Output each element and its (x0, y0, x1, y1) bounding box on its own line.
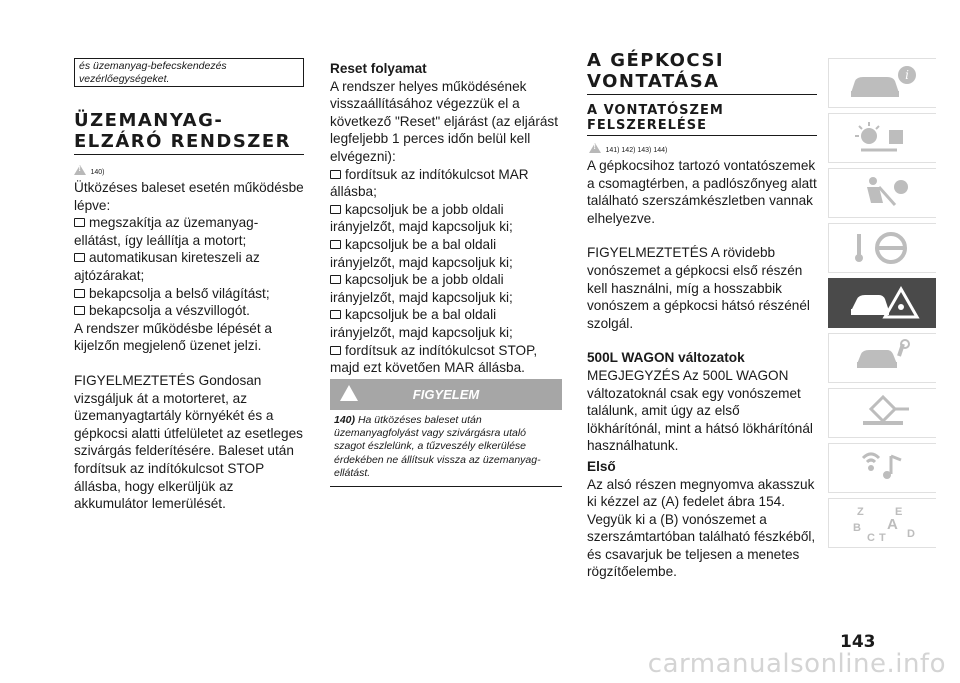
checkbox-bullet-icon (330, 346, 341, 355)
page-number: 143 (840, 632, 876, 652)
index-letter: E (894, 506, 902, 518)
subsection-title-line1: A VONTATÓSZEM (587, 103, 724, 118)
subsection-title-line2: FELSZERELÉSE (587, 118, 708, 133)
car-jack-icon (843, 393, 923, 433)
refs: 140) (90, 169, 105, 176)
warning-text: 140) Ha ütközéses baleset után üzemanyagfolyást vagy szivárgásra utaló szagot észlelünk, a tűzveszély elkerülése érdekében ne állítsuk vissza az üzemanyag-ellátást. (334, 414, 541, 479)
section-title-line1: ÜZEMANYAG- (74, 110, 224, 131)
checkbox-bullet-icon (330, 170, 341, 179)
reset-heading: Reset folyamat (330, 61, 427, 76)
svg-text:i: i (904, 68, 909, 82)
bullet-item: kapcsoljuk be a bal oldali irányjelzőt, majd kapcsoljuk ki; (330, 307, 513, 340)
tow-eye-note: FIGYELMEZTETÉS A rövidebb vonószemet a gépkocsi első részén kell használni, míg a hosszabbik vonószem a gépkocsi hátsó részénél szolgál. (587, 245, 810, 331)
warning-triangle-icon (74, 165, 86, 175)
tile-safety[interactable] (828, 168, 936, 218)
checkbox-bullet-icon (330, 275, 341, 284)
subsection-rule (587, 135, 817, 136)
refs-row (74, 161, 304, 179)
warning-box (330, 379, 562, 487)
steering-key-icon (843, 228, 923, 268)
wagon-note: MEGJEGYZÉS Az 500L WAGON változatoknál csak egy vonószemet találunk, amit úgy az első lökhárítónál, mint a hátsó lökhárítónál használhatunk. (587, 367, 813, 454)
airbag-seat-icon (843, 173, 923, 213)
reset-intro: A rendszer helyes működésének visszaállításához végezzük el a következő "Reset" eljárást (az eljárást legfeljebb 1 perces időn belül kell elvégezni): (330, 78, 559, 164)
bullet-item: fordítsuk az indítókulcsot STOP, majd ezt követően MAR állásba. (330, 342, 538, 376)
tile-index[interactable] (828, 498, 936, 548)
tile-starting[interactable] (828, 223, 936, 273)
checkbox-bullet-icon (74, 253, 85, 262)
warning-title: FIGYELEM (412, 387, 480, 402)
refs-row (587, 139, 817, 157)
bullet-item: bekapcsolja a vészvillogót. (74, 302, 304, 320)
media-phone-icon (843, 448, 923, 488)
emergency-warning-icon (843, 283, 923, 323)
checkbox-bullet-icon (330, 310, 341, 319)
index-letter: D (906, 528, 915, 540)
checkbox-bullet-icon (330, 240, 341, 249)
index-letter: A (886, 516, 898, 533)
index-letter: B (852, 522, 861, 534)
intro-text: Ütközéses baleset esetén működésbe lépve: (74, 180, 304, 213)
tile-emergency[interactable] (828, 278, 936, 328)
checkbox-bullet-icon (74, 289, 85, 298)
index-letter: C (866, 532, 875, 543)
front-heading: Első (587, 458, 616, 474)
towing-title-line2: VONTATÁSA (587, 71, 720, 92)
index-letters-icon (843, 503, 923, 543)
checkbox-bullet-icon (330, 205, 341, 214)
car-info-icon (843, 63, 923, 103)
after-text: A rendszer működésbe lépését a kijelzőn megjelenő üzenet jelzi. (74, 320, 272, 354)
bullet-item: kapcsoljuk be a bal oldali irányjelzőt, majd kapcsoljuk ki; (330, 236, 513, 270)
checkbox-bullet-icon (74, 306, 85, 315)
tile-maintenance[interactable] (828, 333, 936, 383)
watermark: carmanualsonline.info (647, 649, 946, 679)
tile-technical-data[interactable] (828, 388, 936, 438)
bullet-item: kapcsoljuk be a jobb oldali irányjelzőt, majd kapcsoljuk ki; (330, 272, 513, 305)
towing-title-line1: A GÉPKOCSI (587, 50, 725, 71)
index-letter: T (878, 532, 886, 543)
chapter-sidebar (828, 58, 936, 553)
tile-dashboard[interactable] (828, 113, 936, 163)
warning-triangle-icon (589, 143, 601, 153)
tow-eye-location: A gépkocsihoz tartozó vontatószemek a csomagtérben, a padlószőnyeg alatt található szerszámkészletben vannak elhelyezve. (587, 158, 817, 226)
checkbox-bullet-icon (74, 218, 85, 227)
section-title-line2: ELZÁRÓ RENDSZER (74, 131, 292, 152)
warning-band (330, 379, 562, 410)
wagon-heading: 500L WAGON változatok (587, 350, 745, 366)
index-letter: Z (856, 506, 864, 518)
bullet-item: megszakítja az üzemanyag-ellátást, így leállítja a motort; (74, 215, 259, 248)
refs: 141) 142) 143) 144) (605, 147, 668, 154)
front-instructions: Az alsó részen megnyomva akasszuk ki kézzel az (A) fedelet ábra 154. Vegyük ki a (B) vonószemet a szerszámtartóban található fészkéből, és csavarjuk be teljesen a menetes rögzítőelembe. (587, 476, 816, 580)
tile-multimedia[interactable] (828, 443, 936, 493)
dashboard-lights-icon (843, 118, 923, 158)
wrench-car-icon (843, 338, 923, 378)
continued-text: és üzemanyag-befecskendezés vezérlőegységeket. (79, 60, 227, 85)
bullet-item: kapcsoljuk be a jobb oldali irányjelzőt, majd kapcsoljuk ki; (330, 201, 513, 235)
section-title-rule (74, 154, 304, 155)
continued-box (74, 58, 304, 87)
towing-title-rule (587, 94, 817, 95)
tile-car-info[interactable] (828, 58, 936, 108)
note-text: FIGYELMEZTETÉS Gondosan vizsgáljuk át a motorteret, az üzemanyagtartály környékét és a gépkocsi alatti útfelületet az esetleges szivárgás felderítésére. Baleset után fordítsuk az indítókulcsot STOP állásba, hogy elkerüljük az akkumulátor lemerülését. (74, 372, 303, 512)
bullet-item: fordítsuk az indítókulcsot MAR állásba; (330, 166, 529, 200)
bullet-item: automatikusan kireteszeli az ajtózárakat; (74, 250, 260, 283)
bullet-item: bekapcsolja a belső világítást; (74, 285, 304, 303)
